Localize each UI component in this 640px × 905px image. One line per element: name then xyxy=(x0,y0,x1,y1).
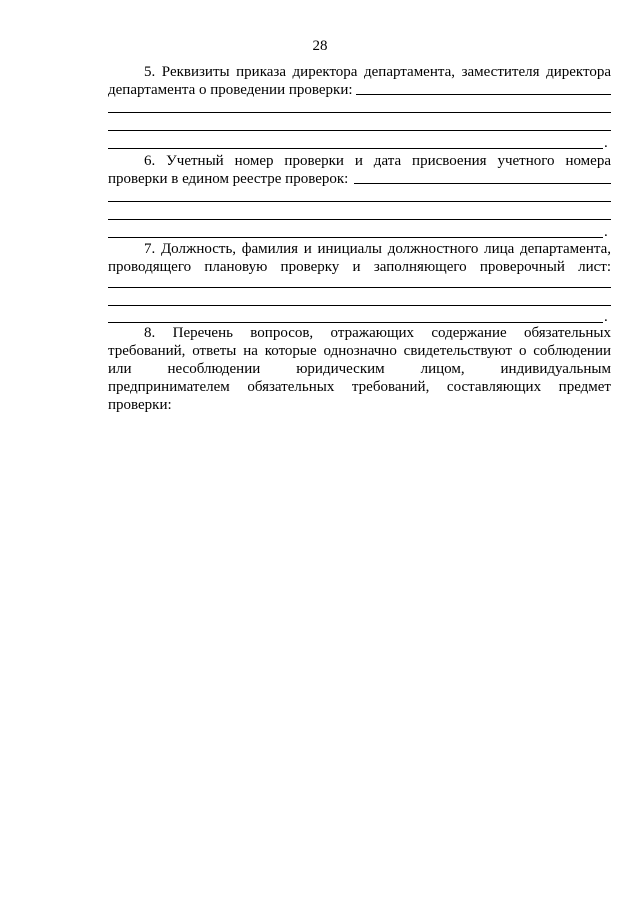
item-6-fill-line-1[interactable] xyxy=(354,183,611,184)
item-7-fill-line-1[interactable] xyxy=(108,287,611,288)
item-7-line-2: проводящего плановую проверку и заполняющего проверочный лист: xyxy=(108,259,611,275)
item-8-line-5: проверки: xyxy=(108,397,172,413)
item-6-line-2-text: проверки в едином реестре проверок: xyxy=(108,171,349,187)
item-5-end-mark: . xyxy=(604,135,608,151)
item-8-line-4: предпринимателем обязательных требований, составляющих предмет xyxy=(108,379,611,395)
item-8-line-1: 8. Перечень вопросов, отражающих содержание обязательных xyxy=(144,325,611,341)
item-7-end-mark: . xyxy=(604,309,608,325)
item-5-line-2 xyxy=(108,81,611,99)
item-6-fill-line-3[interactable] xyxy=(108,219,611,220)
item-5-fill-line-4[interactable] xyxy=(108,148,603,149)
item-6-line-1: 6. Учетный номер проверки и дата присвоения учетного номера xyxy=(144,153,611,169)
item-7-fill-line-2[interactable] xyxy=(108,305,611,306)
item-5-fill-line-1[interactable] xyxy=(356,94,611,95)
item-6-line-2 xyxy=(108,170,611,188)
item-7-line-1: 7. Должность, фамилия и инициалы должностного лица департамента, xyxy=(144,241,611,257)
item-7-fill-line-3[interactable] xyxy=(108,322,603,323)
item-6-end-mark: . xyxy=(604,224,608,240)
item-5-fill-line-2[interactable] xyxy=(108,112,611,113)
item-5-fill-line-3[interactable] xyxy=(108,130,611,131)
item-6-fill-line-4[interactable] xyxy=(108,237,603,238)
page-number: 28 xyxy=(312,38,328,54)
item-6-fill-line-2[interactable] xyxy=(108,201,611,202)
item-5-line-2-text: департамента о проведении проверки: xyxy=(108,82,353,98)
item-5-line-1: 5. Реквизиты приказа директора департамента, заместителя директора xyxy=(144,64,611,80)
item-8-line-3: или несоблюдении юридическим лицом, индивидуальным xyxy=(108,361,611,377)
item-8-line-2: требований, ответы на которые однозначно свидетельствуют о соблюдении xyxy=(108,343,611,359)
